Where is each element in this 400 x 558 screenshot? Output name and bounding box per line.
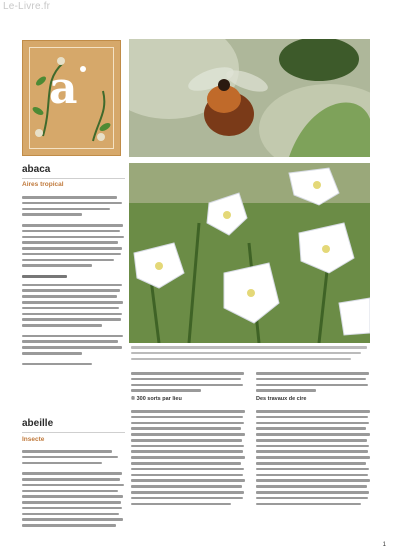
middle-subheading: ® 300 sorts par lieu [131,396,182,402]
right-column-body [256,410,371,508]
entry-subtitle-abeille: Insecte [22,436,45,443]
right-column-text [256,372,371,395]
entry-divider [22,432,125,433]
site-header [0,0,400,15]
bee-photo [129,39,370,157]
abaca-body [22,196,125,368]
middle-column-body [131,410,246,508]
entry-title-abaca: abaca [22,164,51,175]
flowers-illustration [129,163,370,343]
entry-title-abeille: abeille [22,418,54,429]
entry-subtitle-abaca: Aires tropical [22,181,64,188]
photo-caption [131,346,371,363]
abeille-body [22,450,125,530]
drop-letter: a [49,63,78,114]
entry-divider [22,178,125,179]
right-subheading: Des travaux de cire [256,396,307,402]
letter-illustration [22,40,121,156]
bee-illustration [129,39,370,157]
middle-column-text [131,372,246,395]
site-watermark: Le-Livre.fr [3,1,51,12]
flowers-photo [129,163,370,343]
page-number: 1 [382,542,386,548]
